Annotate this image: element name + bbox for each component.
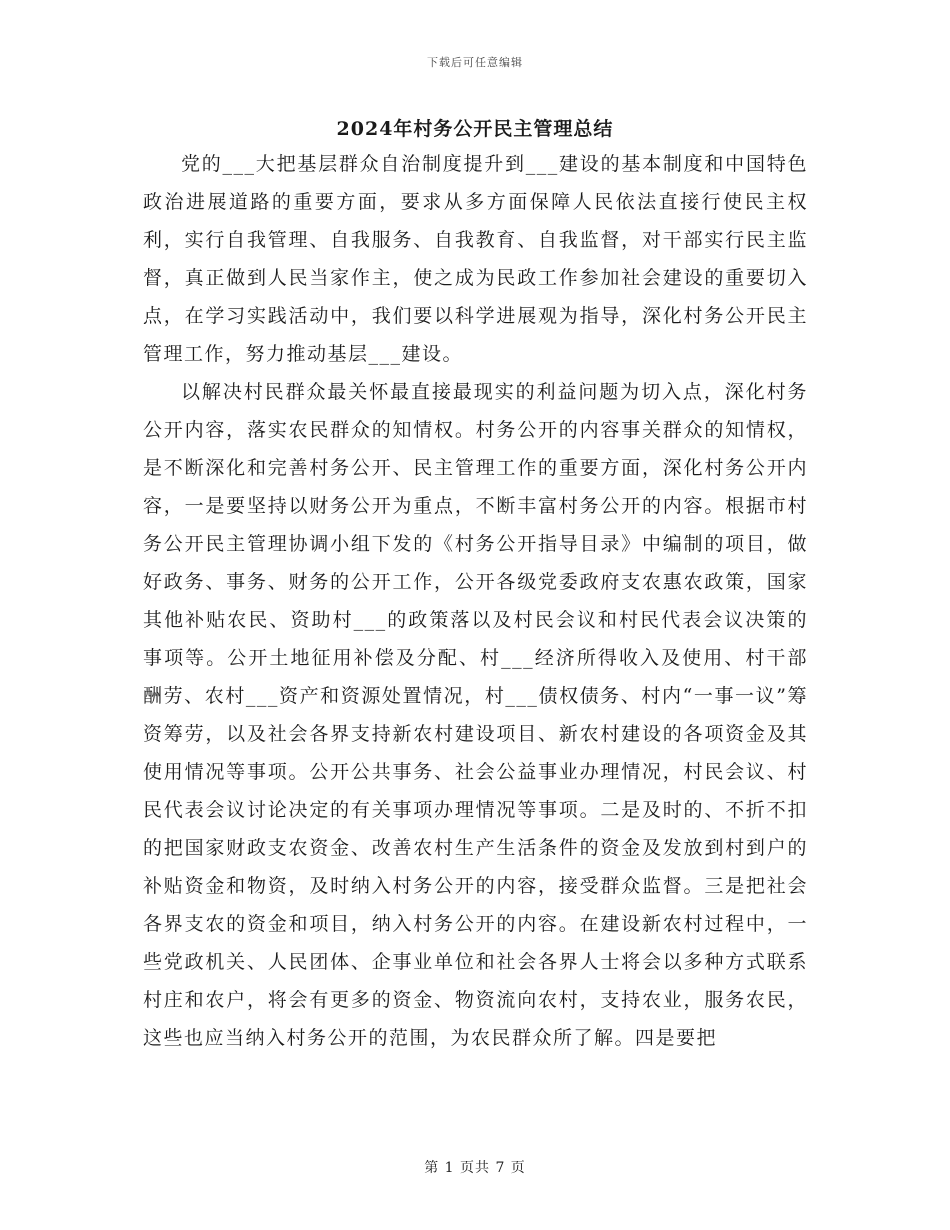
document-body — [143, 145, 808, 1057]
body-paragraph-2: 以解决村民群众最关怀最直接最现实的利益问题为切入点，深化村务公开内容，落实农民群众的知情权。村务公开的内容事关群众的知情权，是不断深化和完善村务公开、民主管理工作的重要方面，深化村务公开内容，一是要坚持以财务公开为重点，不断丰富村务公开的内容。根据市村务公开民主管理协调小组下发的《村务公开指导目录》中编制的项目，做好政务、事务、财务的公开工作，公开各级党委政府支农惠农政策，国家其他补贴农民、资助村___的政策落以及村民会议和村民代表会议决策的事项等。公开土地征用补偿及分配、村___经济所得收入及使用、村干部酬劳、农村___资产和资源处置情况，村___债权债务、村内“一事一议”筹资筹劳，以及社会各界支持新农村建设项目、新农村建设的各项资金及其使用情况等事项。公开公共事务、社会公益事业办理情况，村民会议、村民代表会议讨论决定的有关事项办理情况等事项。二是及时的、不折不扣的把国家财政支农资金、改善农村生产生活条件的资金及发放到村到户的补贴资金和物资，及时纳入村务公开的内容，接受群众监督。三是把社会各界支农的资金和项目，纳入村务公开的内容。在建设新农村过程中，一些党政机关、人民团体、企事业单位和社会各界人士将会以多种方式联系村庄和农户，将会有更多的资金、物资流向农村，支持农业，服务农民，这些也应当纳入村务公开的范围，为农民群众所了解。四是要把 — [143, 381, 808, 1049]
body-paragraph-1: 党的___大把基层群众自治制度提升到___建设的基本制度和中国特色政治进展道路的重要方面，要求从多方面保障人民依法直接行使民主权利，实行自我管理、自我服务、自我教育、自我监督，对干部实行民主监督，真正做到人民当家作主，使之成为民政工作参加社会建设的重要切入点，在学习实践活动中，我们要以科学进展观为指导，深化村务公开民主管理工作，努力推动基层___建设。 — [143, 153, 808, 365]
page-header-note: 下载后可任意编辑 — [427, 56, 523, 69]
document-title: 2024年村务公开民主管理总结 — [336, 118, 614, 140]
page-number-footer: 第 1 页共 7 页 — [424, 1160, 526, 1176]
